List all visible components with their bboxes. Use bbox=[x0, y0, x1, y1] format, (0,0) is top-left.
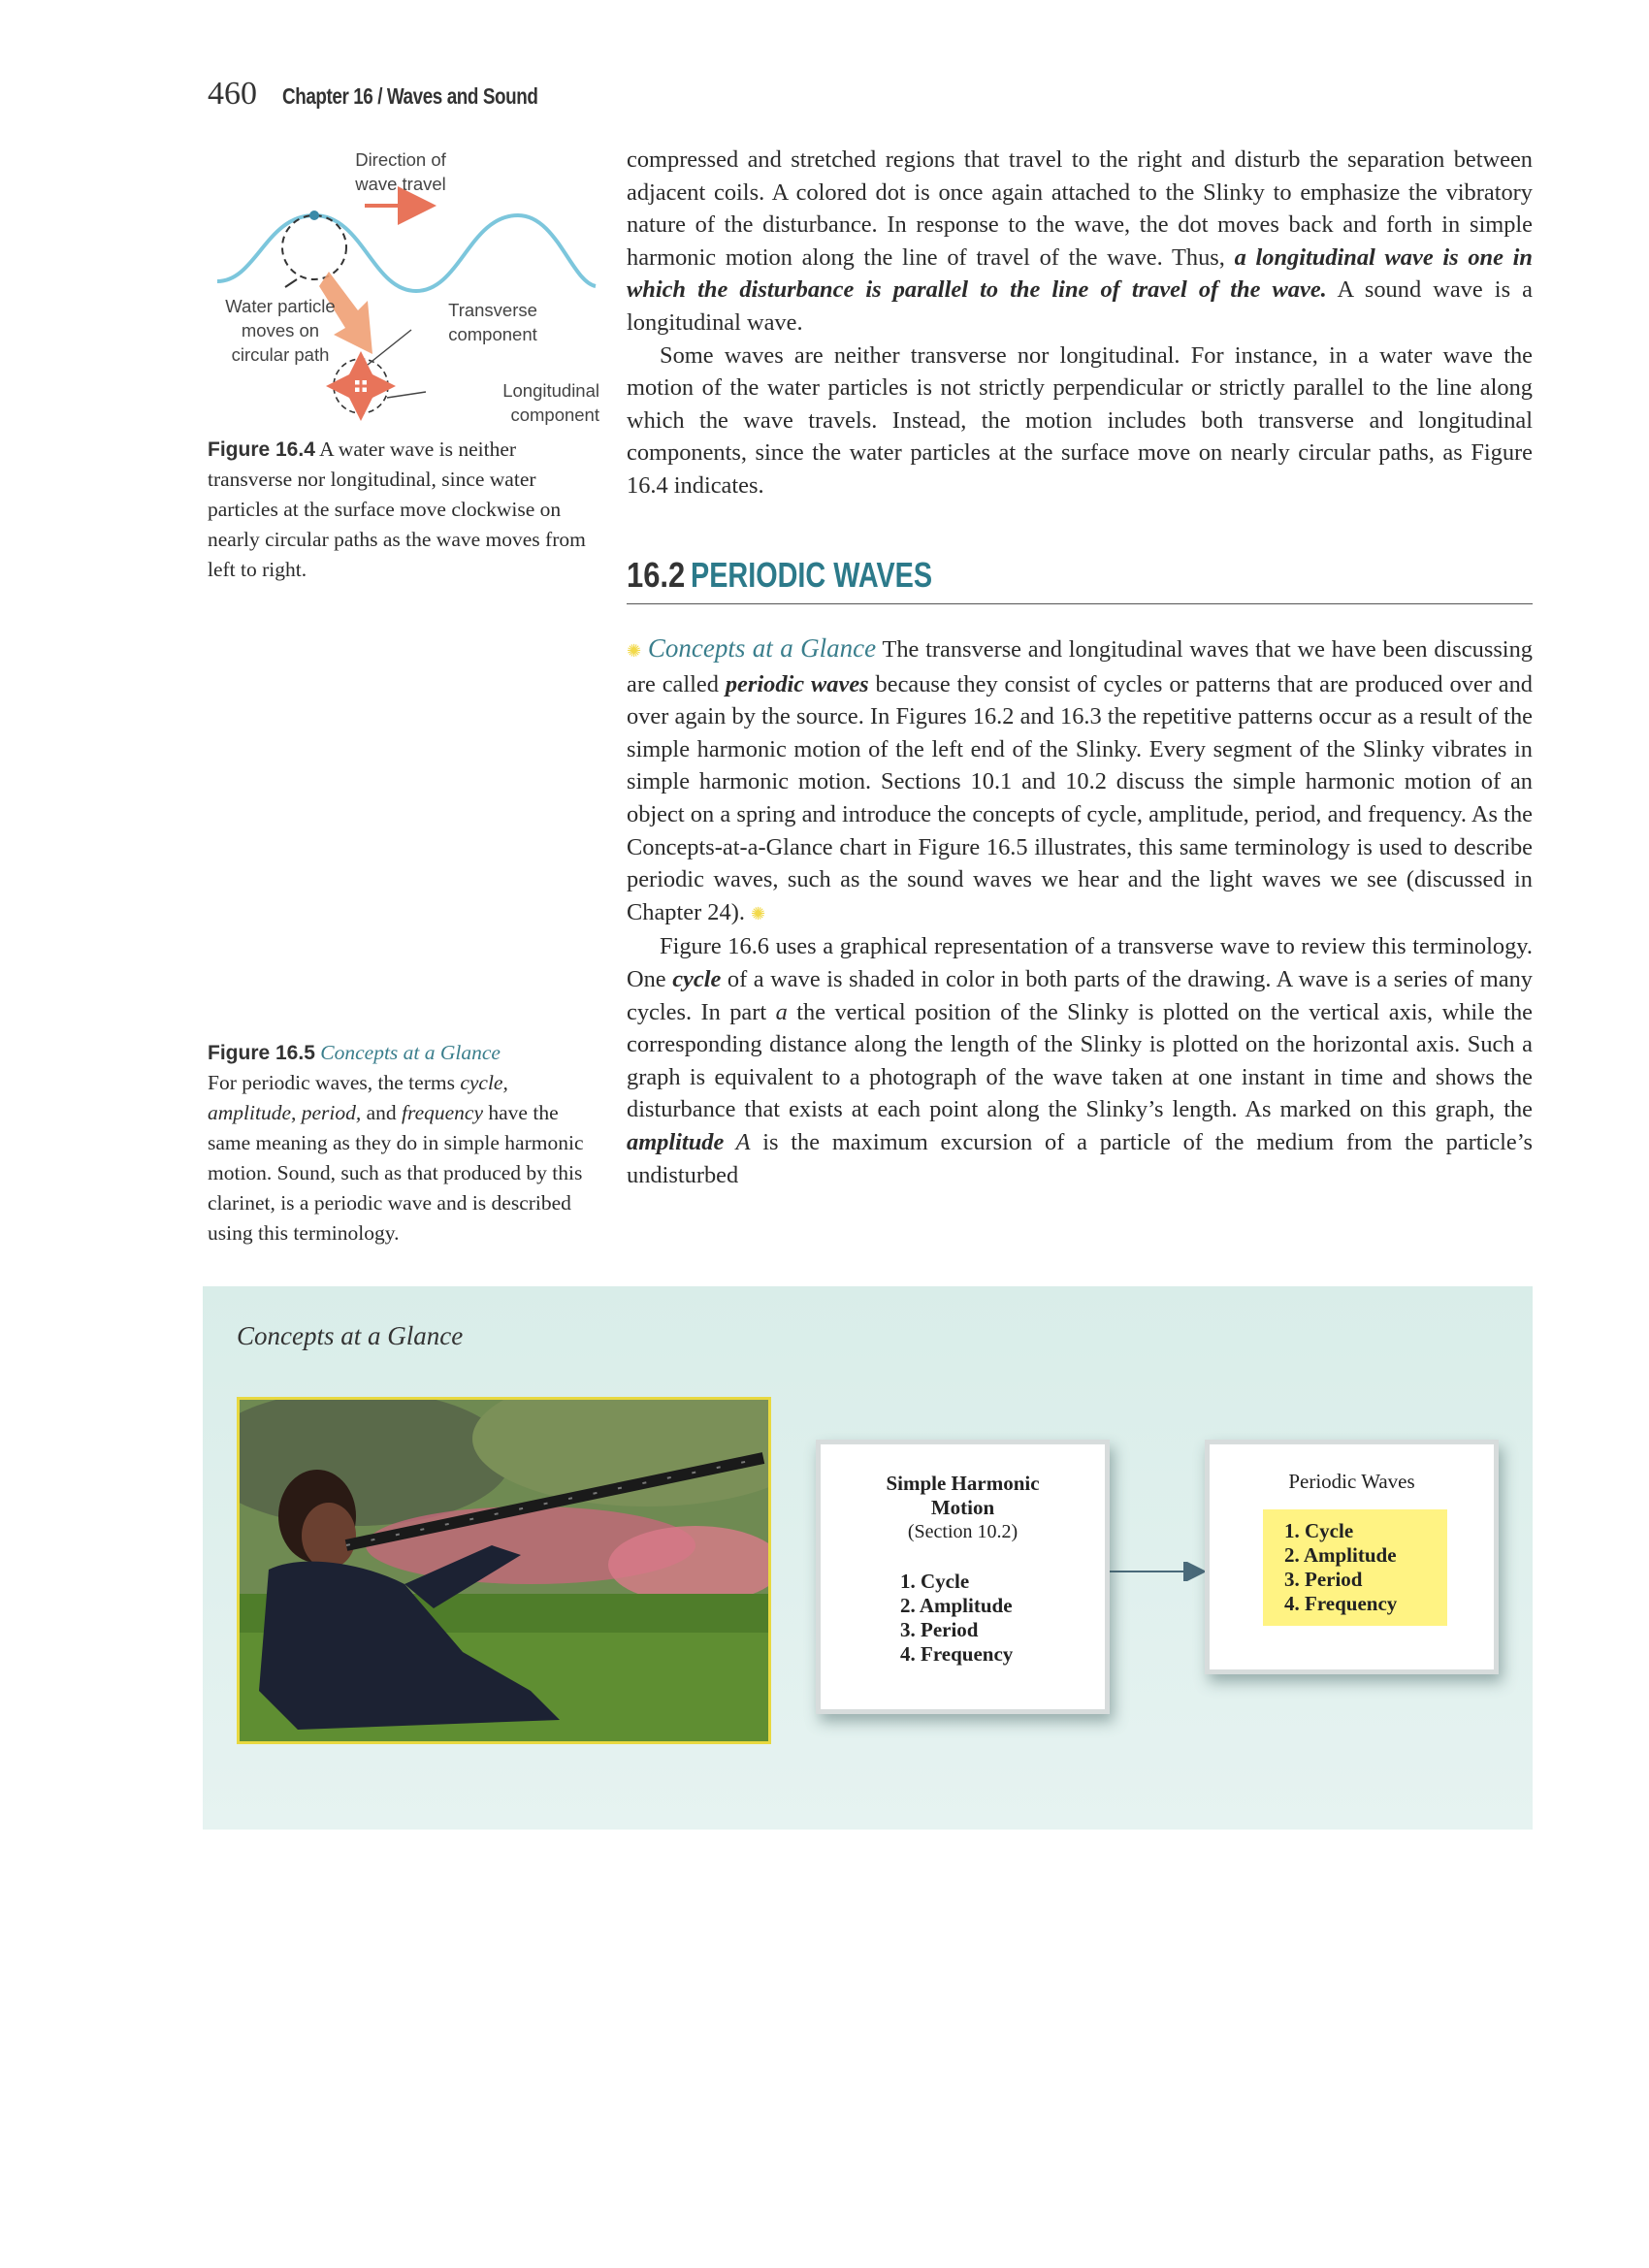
clarinet-photo bbox=[237, 1397, 771, 1744]
particle-path bbox=[282, 215, 346, 279]
direction-label: Direction of wave travel bbox=[355, 149, 446, 194]
list-item: 1. Cycle bbox=[900, 1570, 970, 1593]
body-paragraph: ✺ Concepts at a Glance The transverse and longitudinal waves that we have been discussing are called periodic waves because they consist of cycles or patterns that are produced over and over again by the source. In Figures 16.2 and 16.3 the repetitive patterns occur as a result of the simple harmonic motion of the left end of the Slinky. Every segment of the Slinky vibrates in simple harmonic motion. Sections 10.1 and 10.2 discuss the simple harmonic motion of an object on a spring and introduce the concepts of cycle, amplitude, period, and frequency. As the Concepts-at-a-Glance chart in Figure 16.5 illustrates, this same terminology is used to describe periodic waves, such as the sound waves we hear and the light waves we see (discussed in Chapter 24). ✺ bbox=[627, 633, 1533, 925]
body-text-section bbox=[627, 632, 1533, 1191]
figure-16-4-label: Figure 16.4 bbox=[208, 438, 315, 461]
cycle-term: cycle bbox=[672, 965, 722, 992]
page-number: 460 bbox=[208, 76, 257, 112]
figure-16-4-caption bbox=[208, 435, 596, 585]
shm-box-title: Simple Harmonic Motion bbox=[886, 1472, 1040, 1519]
section-title: PERIODIC WAVES bbox=[691, 555, 933, 595]
figure-16-5-label: Figure 16.5 bbox=[208, 1042, 315, 1064]
chapter-title: Chapter 16 / Waves and Sound bbox=[282, 83, 538, 109]
panel-title: Concepts at a Glance bbox=[237, 1321, 464, 1350]
concepts-at-a-glance-inline: Concepts at a Glance bbox=[647, 633, 877, 663]
list-item: 3. Period bbox=[1284, 1568, 1363, 1591]
periodic-waves-term: periodic waves bbox=[725, 670, 869, 697]
pw-box-title: Periodic Waves bbox=[1288, 1470, 1415, 1493]
longitudinal-definition: a longitudinal wave is one in which the disturbance is parallel to the line of travel of the wave. bbox=[627, 243, 1533, 304]
star-icon: ✺ bbox=[627, 641, 642, 661]
particle-label: Water particle moves on circular path bbox=[225, 296, 336, 365]
body-paragraph: compressed and stretched regions that travel to the right and disturb the separation between adjacent coils. A colored dot is once again attached to the Slinky to emphasize the vibratory nature of the disturbance. In response to the wave, the dot moves back and forth in simple harmonic motion along the line of travel of the wave. Thus, a longitudinal wave is one in which the disturbance is parallel to the line of travel of the wave. A sound wave is a longitudinal wave. bbox=[627, 146, 1533, 336]
clarinet-photo-illustration bbox=[240, 1400, 768, 1741]
body-paragraph: Some waves are neither transverse nor longitudinal. For instance, in a water wave the motion of the water particles is not strictly perpendicular or strictly parallel to the line along which the wave travels. Instead, the motion includes both transverse and longitudinal components, since the water particles at the surface move on nearly circular paths, as Figure 16.4 indicates. bbox=[627, 341, 1533, 499]
simple-harmonic-motion-box bbox=[816, 1440, 1110, 1714]
list-item: 4. Frequency bbox=[900, 1642, 1014, 1666]
water-particle bbox=[309, 211, 319, 220]
section-number: 16.2 bbox=[627, 555, 686, 595]
figure-16-4-text: A water wave is neither transverse nor longitudinal, since water particles at the surface move clockwise on nearly circular paths as the wave moves from left to right. bbox=[208, 437, 586, 581]
wave-curve bbox=[217, 215, 596, 291]
list-item: 4. Frequency bbox=[1284, 1592, 1398, 1615]
periodic-waves-box bbox=[1205, 1440, 1499, 1674]
shm-box-section: (Section 10.2) bbox=[907, 1521, 1018, 1542]
list-item: 3. Period bbox=[900, 1618, 979, 1641]
pw-box-list bbox=[1284, 1519, 1447, 1616]
figure-16-5-caption: Figure 16.5 Concepts at a Glance For periodic waves, the terms cycle, amplitude, period, and frequency have the same meaning as they do in simple harmonic motion. Sound, such as that produced by this clarinet, is a periodic wave and is described using this terminology. bbox=[208, 1041, 584, 1245]
section-heading bbox=[627, 555, 1533, 604]
shm-box-list bbox=[900, 1570, 1105, 1667]
list-item: 2. Amplitude bbox=[1284, 1543, 1397, 1567]
figure-16-5-cag: Concepts at a Glance bbox=[320, 1041, 501, 1064]
body-text-top bbox=[627, 144, 1533, 502]
list-item: 1. Cycle bbox=[1284, 1519, 1354, 1542]
star-icon: ✺ bbox=[751, 903, 766, 923]
list-item: 2. Amplitude bbox=[900, 1594, 1013, 1617]
body-paragraph: Figure 16.6 uses a graphical representation of a transverse wave to review this terminology. One cycle of a wave is shaded in color in both parts of the drawing. A wave is a series of many cycles. In part a the vertical position of the Slinky is plotted on the vertical axis, while the corresponding distance along the length of the Slinky is plotted on the horizontal axis. Such a graph is equivalent to a photograph of the wave taken at one instant in time and shows the disturbance that exists at each point along the Slinky’s length. As marked on this graph, the amplitude A is the maximum excursion of a particle of the medium from the particle’s undisturbed bbox=[627, 933, 1534, 1188]
pw-highlight bbox=[1263, 1509, 1447, 1626]
flow-arrow bbox=[1106, 1562, 1212, 1581]
page-header bbox=[208, 76, 594, 113]
transverse-label: Transverse component bbox=[448, 300, 537, 344]
amplitude-term: amplitude bbox=[627, 1128, 725, 1155]
longitudinal-label: Longitudinal component bbox=[502, 380, 599, 425]
